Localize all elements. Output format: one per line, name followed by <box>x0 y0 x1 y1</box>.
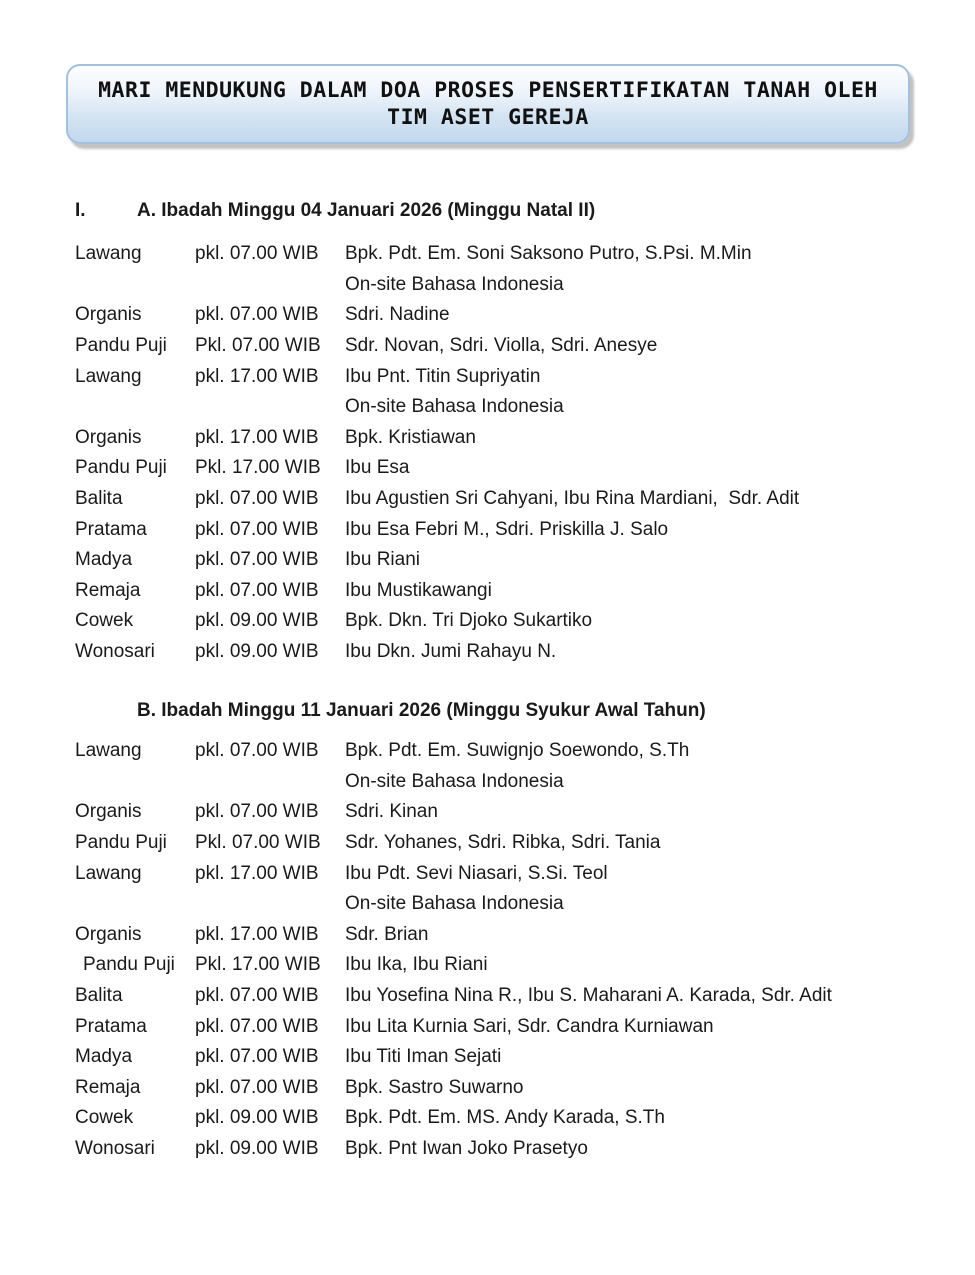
schedule-row <box>75 300 920 331</box>
schedule-row <box>75 981 920 1012</box>
cell-role: Wonosari <box>75 1138 155 1160</box>
cell-role: Organis <box>75 801 142 823</box>
schedule-row <box>75 1134 920 1165</box>
cell-name: Bpk. Pdt. Em. Soni Saksono Putro, S.Psi. M.Min <box>345 243 752 265</box>
cell-name: Bpk. Pnt Iwan Joko Prasetyo <box>345 1138 588 1160</box>
cell-name: Ibu Mustikawangi <box>345 579 492 601</box>
cell-time: pkl. 07.00 WIB <box>195 801 319 823</box>
schedule-row <box>75 270 920 301</box>
cell-name: Ibu Yosefina Nina R., Ibu S. Maharani A. Karada, Sdr. Adit <box>345 985 832 1007</box>
cell-role: Cowek <box>75 1107 134 1129</box>
cell-time: pkl. 17.00 WIB <box>195 426 319 448</box>
schedule-row <box>75 637 920 668</box>
schedule-row <box>75 331 920 362</box>
schedule-row <box>75 797 920 828</box>
cell-role: Pandu Puji <box>75 457 167 479</box>
cell-role: Pandu Puji <box>75 832 167 854</box>
cell-name: Bpk. Pdt. Em. MS. Andy Karada, S.Th <box>345 1107 665 1129</box>
cell-name: Ibu Lita Kurnia Sari, Sdr. Candra Kurniawan <box>345 1015 714 1037</box>
cell-name: On-site Bahasa Indonesia <box>345 770 564 792</box>
cell-time: pkl. 07.00 WIB <box>195 243 319 265</box>
cell-name: Ibu Agustien Sri Cahyani, Ibu Rina Mardiani, Sdr. Adit <box>345 488 800 510</box>
cell-name: Sdri. Kinan <box>345 801 438 823</box>
cell-name: Bpk. Pdt. Em. Suwignjo Soewondo, S.Th <box>345 740 690 762</box>
cell-time: pkl. 17.00 WIB <box>195 365 319 387</box>
schedule-row <box>75 514 920 545</box>
header-banner <box>66 64 910 144</box>
cell-time: pkl. 07.00 WIB <box>195 304 319 326</box>
banner-title-line2: TIM ASET GEREJA <box>387 105 589 130</box>
cell-role: Lawang <box>75 862 142 884</box>
cell-name: Ibu Ika, Ibu Riani <box>345 954 488 976</box>
schedule-row <box>75 392 920 423</box>
cell-role: Organis <box>75 426 142 448</box>
cell-role: Lawang <box>75 365 142 387</box>
cell-time: pkl. 17.00 WIB <box>195 862 319 884</box>
schedule-row <box>75 889 920 920</box>
banner-title-line1: MARI MENDUKUNG DALAM DOA PROSES PENSERTIFIKATAN TANAH OLEH <box>98 78 878 103</box>
section-b-title: B. Ibadah Minggu 11 Januari 2026 (Minggu Syukur Awal Tahun) <box>137 700 706 721</box>
cell-role: Madya <box>75 549 133 571</box>
schedule-row <box>75 1103 920 1134</box>
schedule-row <box>75 736 920 767</box>
cell-role: Organis <box>75 304 142 326</box>
cell-time: pkl. 07.00 WIB <box>195 518 319 540</box>
cell-time: pkl. 07.00 WIB <box>195 985 319 1007</box>
cell-name: Ibu Pnt. Titin Supriyatin <box>345 365 541 387</box>
cell-role: Lawang <box>75 740 142 762</box>
cell-time: pkl. 09.00 WIB <box>195 610 319 632</box>
cell-time: pkl. 09.00 WIB <box>195 1107 319 1129</box>
schedule-row <box>75 1073 920 1104</box>
cell-time: pkl. 07.00 WIB <box>195 1076 319 1098</box>
schedule-row <box>75 920 920 951</box>
section-a-schedule-table <box>75 239 920 667</box>
cell-time: pkl. 07.00 WIB <box>195 1015 319 1037</box>
cell-name: Sdr. Yohanes, Sdri. Ribka, Sdri. Tania <box>345 832 661 854</box>
cell-time: pkl. 07.00 WIB <box>195 488 319 510</box>
cell-name: Ibu Esa Febri M., Sdri. Priskilla J. Salo <box>345 518 669 540</box>
schedule-row <box>75 858 920 889</box>
cell-time: pkl. 09.00 WIB <box>195 1138 319 1160</box>
cell-name: Sdri. Nadine <box>345 304 450 326</box>
cell-name: Bpk. Dkn. Tri Djoko Sukartiko <box>345 610 593 632</box>
cell-time: pkl. 07.00 WIB <box>195 740 319 762</box>
cell-name: Bpk. Kristiawan <box>345 426 476 448</box>
schedule-row <box>75 950 920 981</box>
cell-name: Ibu Pdt. Sevi Niasari, S.Si. Teol <box>345 862 608 884</box>
section-b-heading <box>75 699 920 723</box>
cell-role: Organis <box>75 923 142 945</box>
cell-time: Pkl. 17.00 WIB <box>195 954 321 976</box>
cell-name: Sdr. Novan, Sdri. Violla, Sdri. Anesye <box>345 335 658 357</box>
schedule-row <box>75 576 920 607</box>
schedule-row <box>75 361 920 392</box>
schedule-row <box>75 423 920 454</box>
cell-name: On-site Bahasa Indonesia <box>345 396 564 418</box>
cell-role: Pandu Puji <box>75 335 167 357</box>
cell-role: Wonosari <box>75 641 155 663</box>
cell-time: pkl. 09.00 WIB <box>195 641 319 663</box>
cell-time: pkl. 17.00 WIB <box>195 923 319 945</box>
schedule-row <box>75 453 920 484</box>
cell-time: pkl. 07.00 WIB <box>195 1046 319 1068</box>
schedule-row <box>75 828 920 859</box>
cell-time: pkl. 07.00 WIB <box>195 579 319 601</box>
schedule-row <box>75 484 920 515</box>
schedule-row <box>75 606 920 637</box>
cell-role: Pratama <box>75 1015 147 1037</box>
section-b-schedule-table <box>75 736 920 1164</box>
cell-role: Balita <box>75 985 123 1007</box>
cell-name: On-site Bahasa Indonesia <box>345 893 564 915</box>
schedule-row <box>75 545 920 576</box>
cell-name: Bpk. Sastro Suwarno <box>345 1076 524 1098</box>
cell-name: On-site Bahasa Indonesia <box>345 273 564 295</box>
cell-name: Ibu Esa <box>345 457 410 479</box>
cell-role: Lawang <box>75 243 142 265</box>
cell-time: Pkl. 17.00 WIB <box>195 457 321 479</box>
cell-role: Remaja <box>75 579 141 601</box>
cell-role: Pratama <box>75 518 147 540</box>
cell-role: Pandu Puji <box>83 954 175 976</box>
cell-name: Ibu Dkn. Jumi Rahayu N. <box>345 641 557 663</box>
cell-name: Sdr. Brian <box>345 923 429 945</box>
section-a-numeral: I. <box>75 200 86 221</box>
cell-role: Cowek <box>75 610 134 632</box>
schedule-row <box>75 239 920 270</box>
section-a-heading <box>75 199 920 223</box>
cell-role: Madya <box>75 1046 133 1068</box>
cell-time: Pkl. 07.00 WIB <box>195 335 321 357</box>
schedule-row <box>75 767 920 798</box>
cell-name: Ibu Titi Iman Sejati <box>345 1046 502 1068</box>
schedule-row <box>75 1042 920 1073</box>
cell-time: Pkl. 07.00 WIB <box>195 832 321 854</box>
schedule-row <box>75 1011 920 1042</box>
cell-name: Ibu Riani <box>345 549 420 571</box>
cell-time: pkl. 07.00 WIB <box>195 549 319 571</box>
cell-role: Remaja <box>75 1076 141 1098</box>
section-a-title: A. Ibadah Minggu 04 Januari 2026 (Minggu Natal II) <box>137 200 596 221</box>
cell-role: Balita <box>75 488 123 510</box>
